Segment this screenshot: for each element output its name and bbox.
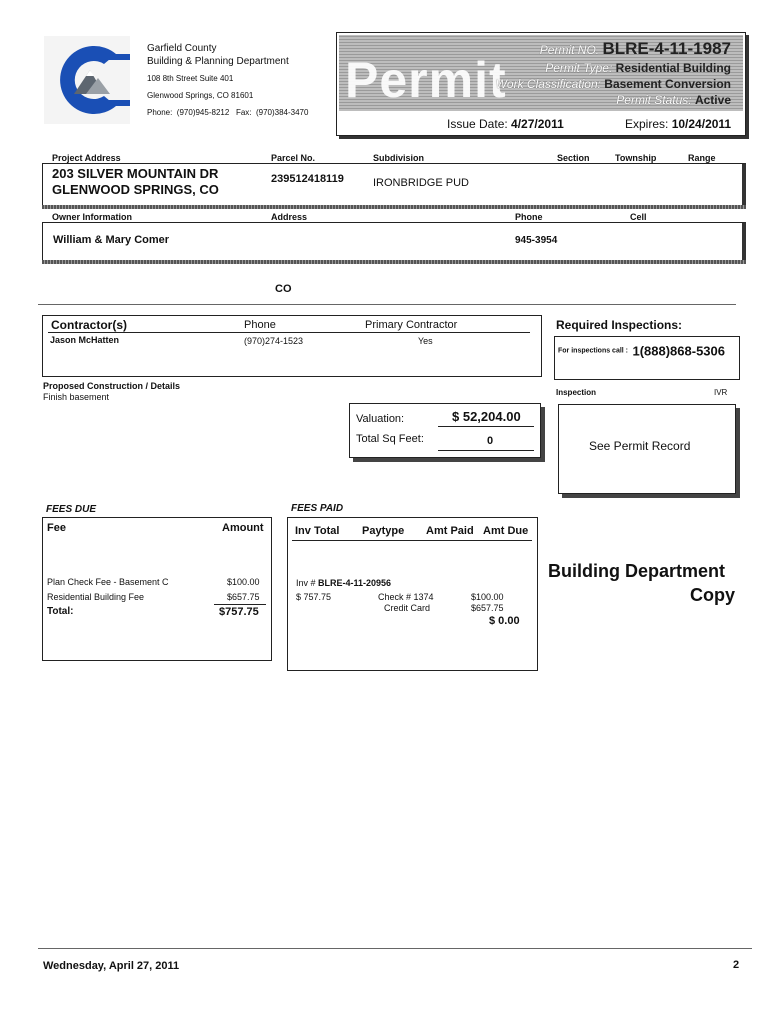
project-address-line-2: GLENWOOD SPRINGS, CO — [52, 182, 219, 197]
permit-big-word: Permit — [345, 52, 507, 108]
subdivision-header: Subdivision — [373, 153, 425, 163]
sqft-label: Total Sq Feet: — [356, 433, 424, 445]
county-logo — [44, 36, 130, 124]
proposed-construction-title: Proposed Construction / Details — [43, 381, 181, 391]
subdivision-value: IRONBRIDGE PUD — [373, 177, 469, 189]
pay-type-2: Credit Card — [384, 603, 431, 613]
valuation-label: Valuation: — [356, 413, 405, 425]
owner-state: CO — [275, 283, 292, 295]
expires-label: Expires: — [625, 117, 669, 131]
permit-number-line — [540, 39, 731, 59]
required-inspections-title: Required Inspections: — [556, 318, 683, 332]
county-address-block — [147, 42, 308, 119]
contractor-header: Contractor(s) — [51, 318, 128, 332]
valuation-rule — [438, 426, 534, 427]
address-line-2: Glenwood Springs, CO 81601 — [147, 91, 254, 100]
issue-date: 4/27/2011 — [511, 117, 564, 131]
amount-due-value: $ 0.00 — [489, 615, 520, 627]
footer-date: Wednesday, April 27, 2011 — [43, 960, 180, 972]
contractor-name: Jason McHatten — [50, 335, 120, 345]
amt-paid-header: Amt Paid — [426, 525, 474, 537]
invoice-prefix: Inv # — [296, 578, 319, 588]
fee-row-2-name: Residential Building Fee — [47, 592, 145, 602]
fee-row-2-amount: $657.75 — [227, 592, 260, 602]
primary-contractor-header: Primary Contractor — [365, 319, 458, 331]
invoice-line — [296, 578, 391, 588]
expires-date: 10/24/2011 — [671, 117, 732, 131]
amount-col-header: Amount — [222, 522, 264, 534]
fees-due-box — [42, 517, 272, 661]
fee-row-1-name: Plan Check Fee - Basement C — [47, 577, 169, 587]
contractor-phone: (970)274-1523 — [244, 336, 304, 346]
work-class-line — [496, 77, 731, 91]
permit-type-label: Permit Type: — [545, 61, 613, 75]
invoice-number: BLRE-4-11-20956 — [318, 578, 392, 588]
fees-paid-header-rule — [292, 540, 532, 541]
status-label: Permit Status: — [616, 93, 692, 107]
paytype-header: Paytype — [362, 525, 405, 537]
paid-amount-1: $100.00 — [471, 592, 504, 602]
sqft-rule — [438, 450, 534, 451]
amt-due-header: Amt Due — [483, 525, 529, 537]
contractor-header-rule — [48, 332, 530, 333]
project-address-header: Project Address — [52, 153, 121, 163]
see-permit-record: See Permit Record — [589, 439, 691, 453]
owner-phone-header: Phone — [515, 212, 543, 222]
owner-cell-header: Cell — [630, 212, 647, 222]
ivr-col-header: IVR — [714, 388, 728, 397]
fee-total-value: $757.75 — [219, 606, 259, 618]
project-section-rule — [42, 205, 746, 209]
status-line — [616, 93, 731, 107]
footer-page-number: 2 — [733, 959, 740, 971]
inv-total-header: Inv Total — [295, 525, 340, 537]
copy-label-line-2: Copy — [690, 585, 735, 605]
permit-no: BLRE-4-11-1987 — [602, 39, 731, 58]
divider-rule — [38, 304, 736, 305]
owner-name: William & Mary Comer — [53, 234, 170, 246]
paid-amount-2: $657.75 — [471, 603, 504, 613]
fee-col-header: Fee — [47, 522, 66, 534]
phone-fax: Phone: (970)945-8212 Fax: (970)384-3470 — [147, 108, 309, 117]
valuation-value: $ 52,204.00 — [452, 409, 521, 424]
inspection-call-number: 1(888)868-5306 — [632, 343, 725, 359]
inspection-col-header: Inspection — [556, 388, 597, 397]
fee-row-1-amount: $100.00 — [227, 577, 260, 587]
fee-total-label: Total: — [47, 606, 74, 617]
owner-section-rule — [42, 260, 746, 264]
project-address-value — [52, 166, 219, 198]
owner-phone: 945-3954 — [515, 235, 558, 246]
sqft-value: 0 — [487, 435, 494, 447]
footer-rule — [38, 948, 752, 949]
permit-type-line — [545, 61, 731, 75]
permit-status: Active — [694, 93, 731, 107]
org-name: Garfield County — [147, 43, 217, 54]
permit-no-label: Permit NO. — [539, 43, 600, 57]
range-header: Range — [688, 153, 716, 163]
fees-paid-title: FEES PAID — [291, 503, 344, 514]
invoice-total: $ 757.75 — [296, 592, 332, 602]
permit-type: Residential Building — [615, 61, 731, 75]
project-address-line-1: 203 SILVER MOUNTAIN DR — [52, 166, 219, 181]
fees-due-title: FEES DUE — [46, 504, 97, 515]
issue-date-label: Issue Date: — [447, 117, 508, 131]
parcel-header: Parcel No. — [271, 153, 316, 163]
pay-type-1: Check # 1374 — [378, 592, 434, 602]
contractor-primary: Yes — [418, 336, 433, 346]
inspection-call-label: For inspections call : — [558, 347, 629, 355]
owner-header: Owner Information — [52, 212, 133, 222]
section-header: Section — [557, 153, 590, 163]
expires-line — [625, 117, 731, 131]
inspection-call-line — [558, 342, 725, 360]
address-line-1: 108 8th Street Suite 401 — [147, 74, 234, 83]
issue-date-line — [447, 117, 564, 131]
parcel-value: 239512418119 — [271, 173, 344, 185]
fee-total-rule — [214, 604, 266, 605]
owner-address-header: Address — [271, 212, 308, 222]
permit-banner — [336, 32, 746, 136]
copy-label-line-1: Building Department — [548, 561, 726, 581]
work-class: Basement Conversion — [604, 77, 731, 91]
work-class-label: Work Classification: — [495, 77, 601, 91]
contractor-phone-header: Phone — [244, 319, 276, 331]
proposed-construction-text: Finish basement — [43, 392, 110, 402]
township-header: Township — [615, 153, 657, 163]
dept-name: Building & Planning Department — [147, 56, 289, 67]
